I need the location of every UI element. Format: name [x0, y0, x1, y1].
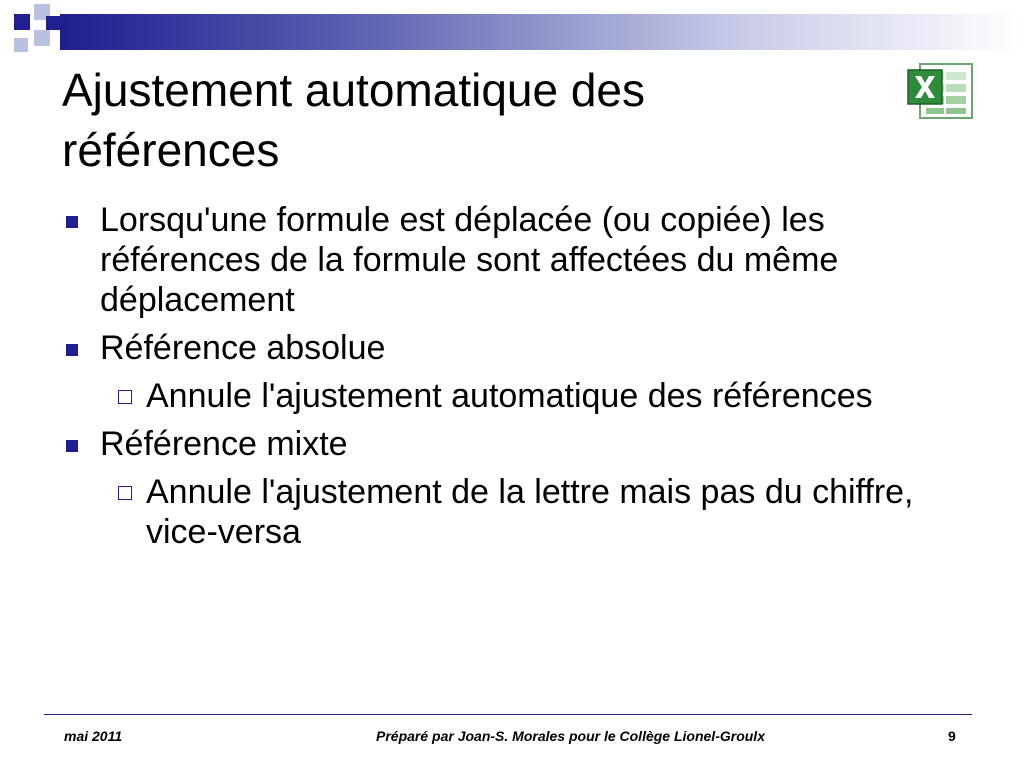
bullet-text: Lorsqu'une formule est déplacée (ou copiée) les références de la formule sont affectées du même déplacement — [100, 201, 839, 319]
filled-square-bullet-icon — [66, 344, 78, 356]
decorative-square — [34, 30, 50, 46]
filled-square-bullet-icon — [66, 216, 78, 228]
header-gradient-bar — [60, 14, 1024, 50]
bullet-text: Annule l'ajustement de la lettre mais pas du chiffre, vice-versa — [146, 473, 914, 551]
decorative-square — [14, 14, 30, 30]
footer-divider — [44, 714, 972, 715]
bullet-item-level1 — [60, 328, 970, 368]
excel-icon — [906, 58, 976, 124]
decorative-square — [46, 16, 60, 30]
bullet-item-level1 — [60, 200, 970, 320]
hollow-square-bullet-icon — [118, 486, 132, 500]
filled-square-bullet-icon — [66, 440, 78, 452]
bullet-item-level2 — [60, 472, 970, 552]
bullet-text: Annule l'ajustement automatique des références — [146, 377, 873, 415]
bullet-text: Référence mixte — [100, 425, 348, 463]
hollow-square-bullet-icon — [118, 390, 132, 404]
footer-credit: Préparé par Joan-S. Morales pour le Collège Lionel-Groulx — [376, 728, 765, 744]
slide-body — [60, 200, 970, 560]
bullet-text: Référence absolue — [100, 329, 386, 367]
bullet-item-level2 — [60, 376, 970, 416]
page-number: 9 — [948, 728, 956, 744]
decorative-square — [14, 38, 28, 52]
slide-title: Ajustement automatique des références — [62, 64, 646, 176]
footer-date: mai 2011 — [64, 728, 123, 744]
bullet-item-level1 — [60, 424, 970, 464]
